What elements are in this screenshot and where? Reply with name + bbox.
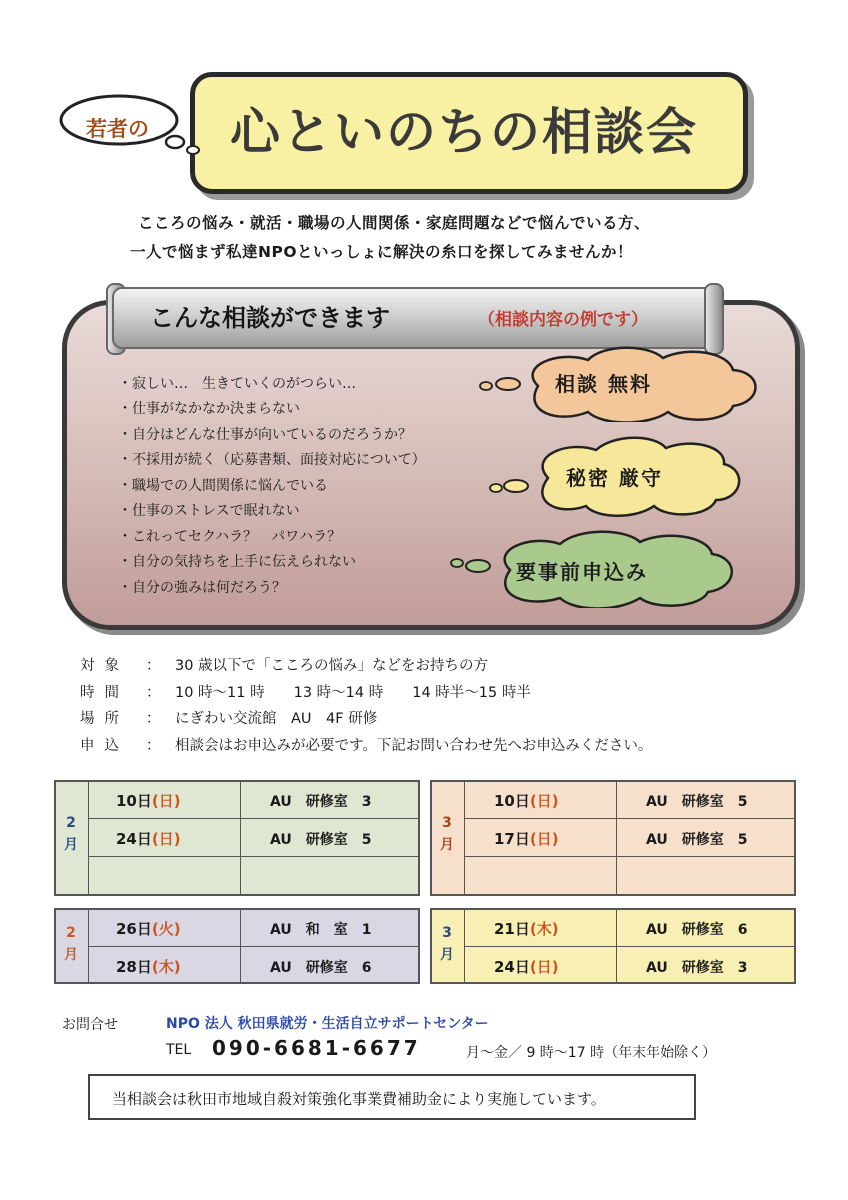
example-item: ・仕事がなかなか決まらない <box>118 401 300 417</box>
day-of-week: (火) <box>151 920 181 938</box>
date-cell <box>494 828 559 849</box>
place-value: にぎわい交流館 AU 4F 研修 <box>175 711 378 727</box>
month-unit: 月 <box>64 837 78 853</box>
badge-reservation: 要事前申込み <box>516 560 648 584</box>
tel-label: TEL <box>166 1042 192 1058</box>
example-item: ・これってセクハラ？ パワハラ？ <box>118 529 342 545</box>
date-cell <box>116 956 181 977</box>
page-title: 心といのちの相談会 <box>230 103 698 161</box>
time-label: 時間 <box>80 685 129 701</box>
example-item: ・不採用が続く（応募書類、面接対応について） <box>118 452 426 468</box>
date: 24日 <box>494 958 530 976</box>
day-of-week: (日) <box>529 958 559 976</box>
room-cell: AU 研修室 6 <box>646 922 748 938</box>
time-value: 10 時～11 時 13 時～14 時 14 時半～15 時半 <box>175 685 531 701</box>
row-divider <box>464 856 796 857</box>
target-value: 30 歳以下で「こころの悩み」などをお持ちの方 <box>175 658 489 674</box>
example-item: ・自分はどんな仕事が向いているのだろうか？ <box>118 427 412 443</box>
row-divider <box>88 818 420 819</box>
month-number: 3 <box>442 815 452 831</box>
date-cell <box>494 790 559 811</box>
column-divider <box>616 780 617 896</box>
row-divider <box>464 818 796 819</box>
day-of-week: (日) <box>151 830 181 848</box>
example-item: ・寂しい… 生きていくのがつらい… <box>118 376 356 392</box>
place-label: 場所 <box>80 711 129 727</box>
banner-roll-right <box>704 283 724 355</box>
consultation-subheading: （相談内容の例です） <box>478 310 648 330</box>
month-feb <box>58 812 84 856</box>
organization-name: NPO 法人 秋田県就労・生活自立サポートセンター <box>166 1016 489 1032</box>
date-cell <box>116 828 181 849</box>
title-prefix: 若者の <box>86 117 149 141</box>
intro-line-2: 一人で悩まず私達NPOといっしょに解決の糸口を探してみませんか！ <box>130 243 634 261</box>
day-of-week: (木) <box>529 920 559 938</box>
phone-number: 090-6681-6677 <box>212 1036 421 1060</box>
room-cell: AU 研修室 6 <box>270 960 372 976</box>
colon: ： <box>146 685 161 701</box>
room-cell: AU 研修室 5 <box>646 832 748 848</box>
date-cell <box>494 956 559 977</box>
row-divider <box>464 946 796 947</box>
example-item: ・仕事のストレスで眠れない <box>118 503 300 519</box>
room-cell: AU 研修室 5 <box>270 832 372 848</box>
business-hours: 月～金／ 9 時～17 時（年末年始除く） <box>466 1045 717 1061</box>
date: 10日 <box>494 792 530 810</box>
date: 24日 <box>116 830 152 848</box>
date: 28日 <box>116 958 152 976</box>
date: 17日 <box>494 830 530 848</box>
date: 21日 <box>494 920 530 938</box>
date: 26日 <box>116 920 152 938</box>
colon: ： <box>146 711 161 727</box>
month-number: 3 <box>442 925 452 941</box>
example-item: ・自分の気持ちを上手に伝えられない <box>118 554 356 570</box>
apply-label: 申込 <box>80 738 129 754</box>
room-cell: AU 和 室 1 <box>270 922 372 938</box>
month-feb <box>58 922 84 966</box>
intro-line-1: こころの悩み・就活・職場の人間関係・家庭問題などで悩んでいる方、 <box>138 214 651 232</box>
column-divider <box>464 780 465 896</box>
day-of-week: (日) <box>529 830 559 848</box>
colon: ： <box>146 658 161 674</box>
example-item: ・職場での人間関係に悩んでいる <box>118 478 328 494</box>
funding-note: 当相談会は秋田市地域自殺対策強化事業費補助金により実施しています。 <box>112 1090 606 1108</box>
date: 10日 <box>116 792 152 810</box>
consultation-heading: こんな相談ができます <box>150 304 390 332</box>
room-cell: AU 研修室 5 <box>646 794 748 810</box>
contact-label: お問合せ <box>62 1017 118 1033</box>
day-of-week: (木) <box>151 958 181 976</box>
month-mar <box>434 812 460 856</box>
month-unit: 月 <box>440 837 454 853</box>
apply-value: 相談会はお申込みが必要です。下記お問い合わせ先へお申込みください。 <box>175 738 653 754</box>
column-divider <box>240 780 241 896</box>
room-cell: AU 研修室 3 <box>646 960 748 976</box>
date-cell <box>116 790 181 811</box>
month-unit: 月 <box>440 947 454 963</box>
date-cell <box>494 918 559 939</box>
month-unit: 月 <box>64 947 78 963</box>
badge-confidential: 秘密 厳守 <box>566 466 663 490</box>
room-cell: AU 研修室 3 <box>270 794 372 810</box>
month-number: 2 <box>66 925 76 941</box>
badge-free: 相談 無料 <box>555 372 652 396</box>
column-divider <box>88 780 89 896</box>
target-label: 対象 <box>80 658 129 674</box>
day-of-week: (日) <box>151 792 181 810</box>
colon: ： <box>146 738 161 754</box>
date-cell <box>116 918 181 939</box>
day-of-week: (日) <box>529 792 559 810</box>
row-divider <box>88 946 420 947</box>
month-mar <box>434 922 460 966</box>
month-number: 2 <box>66 815 76 831</box>
row-divider <box>88 856 420 857</box>
example-item: ・自分の強みは何だろう？ <box>118 580 286 596</box>
